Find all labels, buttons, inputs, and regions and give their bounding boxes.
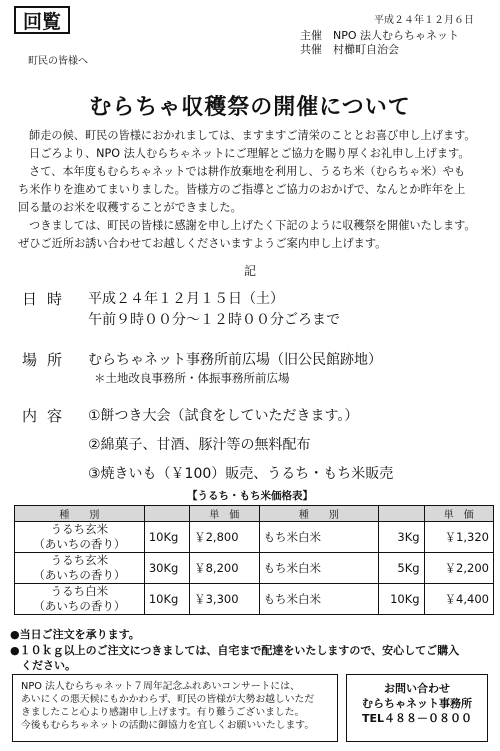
price: ￥8,200 xyxy=(190,553,259,584)
datetime-label: 日時 xyxy=(22,290,73,308)
place-value: むらちゃネット事務所前広場（旧公民館跡地） xyxy=(88,352,382,368)
price: ￥2,200 xyxy=(424,553,493,584)
rice-type xyxy=(15,553,145,584)
issue-date: 平成２４年１２月６日 xyxy=(374,15,474,26)
note-delivery-line: ●１０ｋｇ以上のご注文につきましては、自宅まで配達をいたしますので、安心してご購入 xyxy=(10,644,460,657)
rice-name: うるち玄米 xyxy=(50,553,109,567)
greeting-paragraph xyxy=(18,127,488,253)
table-row xyxy=(15,522,494,553)
addressee: 町民の皆様へ xyxy=(28,56,88,67)
header-qty xyxy=(379,506,424,522)
rice-variety: （あいちの香り） xyxy=(33,599,126,613)
thanks-box xyxy=(12,674,338,742)
thanks-line: きましたこと心より感謝申し上げます。有り難うございました。 xyxy=(21,707,305,718)
note-delivery-line: ください。 xyxy=(10,659,76,672)
content-item-2: ②綿菓子、甘酒、豚汁等の無料配布 xyxy=(88,437,311,453)
price-table xyxy=(14,505,494,615)
content-item-3: ③焼きいも（￥100）販売、うるち・もち米販売 xyxy=(88,466,394,482)
body-line: ち米作りを進めてまいりました。皆様方のご指導とご協力のおかげで、なんとか昨年を上 xyxy=(18,183,466,196)
thanks-line: あいにくの悪天候にもかかわらず、町民の皆様が大勢お越しいただ xyxy=(21,694,315,705)
ki-heading: 記 xyxy=(243,264,256,278)
thanks-line: 今後もむらちゃネットの活動に御協力を宜しくお願いいたします。 xyxy=(21,720,315,731)
cosponsor: 共催 村櫛町自治会 xyxy=(300,43,399,56)
body-line: つきましては、町民の皆様に感謝を申し上げたく下記のように収穫祭を開催いたします。 xyxy=(29,219,476,232)
thanks-line: NPO 法人むらちゃネット７周年記念ふれあいコンサートには、 xyxy=(21,681,300,692)
header-type: 種 別 xyxy=(259,506,379,522)
body-line: ぜひご近所お誘い合わせてお越しくださいますようご案内申し上げます。 xyxy=(18,237,387,250)
body-line: 師走の候、町民の皆様におかれましては、ますますご清栄のこととお喜び申し上げます。 xyxy=(29,129,476,142)
table-row xyxy=(15,584,494,615)
contact-box xyxy=(346,674,488,742)
content-label: 内容 xyxy=(22,407,73,425)
rice-variety: （あいちの香り） xyxy=(33,537,126,551)
quantity: 10Kg xyxy=(379,584,424,615)
note-delivery xyxy=(10,643,490,673)
rice-type xyxy=(15,522,145,553)
rice-type: もち米白米 xyxy=(259,584,379,615)
price: ￥3,300 xyxy=(190,584,259,615)
rice-type xyxy=(15,584,145,615)
document-title: むらちゃ収穫祭の開催について xyxy=(89,95,411,120)
content-item-1: ①餅つき大会（試食をしていただきます。） xyxy=(88,408,359,424)
rice-type: もち米白米 xyxy=(259,522,379,553)
price: ￥4,400 xyxy=(424,584,493,615)
price-table-caption: 【うるち・もち米価格表】 xyxy=(187,490,313,502)
price: ￥1,320 xyxy=(424,522,493,553)
time-value: 午前９時００分～１２時００分ごろまで xyxy=(88,312,340,328)
header-type: 種 別 xyxy=(15,506,145,522)
table-header-row xyxy=(15,506,494,522)
quantity: 5Kg xyxy=(379,553,424,584)
header-price: 単 価 xyxy=(190,506,259,522)
rice-variety: （あいちの香り） xyxy=(33,568,126,582)
note-same-day-order: ●当日ご注文を承ります。 xyxy=(10,628,140,641)
place-note: ＊土地改良事務所・体振事務所前広場 xyxy=(94,371,290,385)
body-line: 回る量のお米を収穫することができました。 xyxy=(18,201,242,214)
organizer: 主催 NPO 法人むらちゃネット xyxy=(300,29,460,42)
quantity: 10Kg xyxy=(144,522,189,553)
datetime-value: 平成２４年１２月１５日（土） xyxy=(88,291,284,307)
price: ￥2,800 xyxy=(190,522,259,553)
rice-name: うるち白米 xyxy=(50,584,109,598)
circulation-stamp: 回覧 xyxy=(14,6,70,34)
rice-type: もち米白米 xyxy=(259,553,379,584)
body-line: 日ごろより、NPO 法人むらちゃネットにご理解とご協力を賜り厚くお礼申し上げます。 xyxy=(29,147,470,160)
table-row xyxy=(15,553,494,584)
contact-office: むらちゃネット事務所 xyxy=(362,697,472,710)
header-qty xyxy=(144,506,189,522)
header-price: 単 価 xyxy=(424,506,493,522)
rice-name: うるち玄米 xyxy=(50,522,109,536)
contact-title: お問い合わせ xyxy=(384,682,450,695)
body-line: さて、本年度もむらちゃネットでは耕作放棄地を利用し、うるち米（むらちゃ米）やも xyxy=(29,165,466,178)
quantity: 3Kg xyxy=(379,522,424,553)
contact-phone: TEL４８８－０８００ xyxy=(361,712,473,725)
quantity: 30Kg xyxy=(144,553,189,584)
quantity: 10Kg xyxy=(144,584,189,615)
place-label: 場所 xyxy=(22,351,73,369)
